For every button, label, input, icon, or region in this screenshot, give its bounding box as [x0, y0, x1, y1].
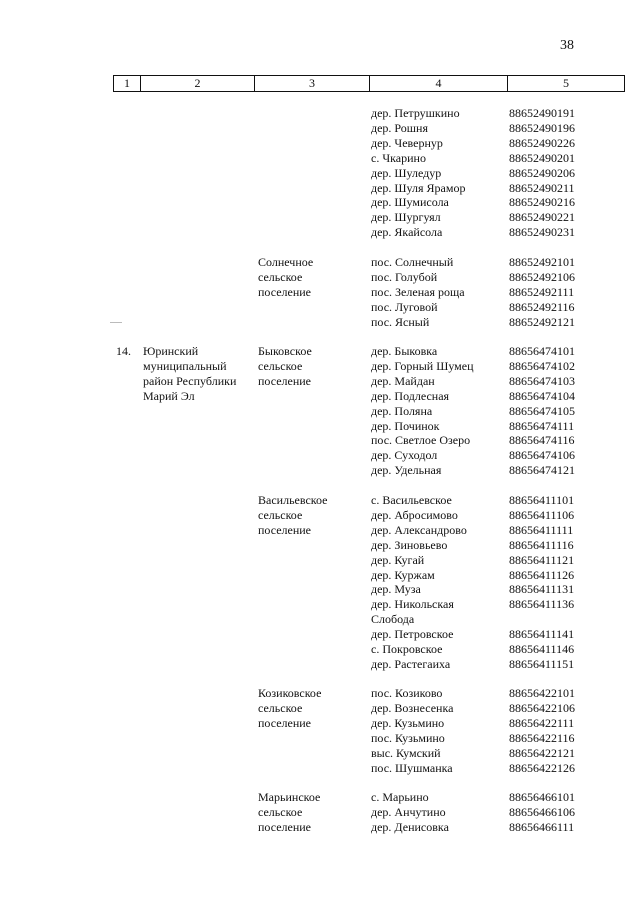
locality-name: с. Чкарино	[371, 150, 426, 165]
oktmo-code: 88656422121	[509, 745, 575, 760]
locality-name: пос. Солнечный	[371, 255, 454, 269]
locality-name: дер. Быковка	[371, 344, 438, 358]
oktmo-code: 88652490216	[509, 195, 575, 210]
locality-name: с. Покровское	[371, 642, 443, 656]
locality-name: пос. Ясный	[371, 314, 430, 329]
oktmo-code: 88656474116	[509, 433, 575, 448]
oktmo-code: 88656411126	[509, 567, 575, 582]
margin-mark	[110, 322, 122, 323]
locality-name: с. Васильевское	[371, 493, 452, 507]
header-col-5: 5	[508, 76, 625, 91]
oktmo-code: 88652490196	[509, 120, 575, 135]
settlement-name-line: сельское	[258, 269, 303, 284]
locality-name: пос. Зеленая роща	[371, 284, 465, 299]
locality-name: дер. Петрушкино	[371, 106, 460, 120]
locality-name: дер. Шумисола	[371, 195, 449, 210]
region-number: 14.	[116, 344, 131, 358]
oktmo-code: 88656411111	[509, 522, 574, 537]
locality-name: дер. Вознесенка	[371, 700, 454, 715]
oktmo-code: 88656466101	[509, 790, 575, 804]
locality-name: дер. Рошня	[371, 120, 428, 135]
oktmo-code: 88656411146	[509, 642, 575, 656]
locality-name: дер. Кугай	[371, 552, 425, 567]
oktmo-code: 88656411116	[509, 537, 574, 552]
settlement-name-line: Быковское	[258, 344, 312, 358]
oktmo-code: 88656411151	[509, 656, 575, 671]
locality-name: дер. Анчутино	[371, 804, 446, 819]
oktmo-code: 88656411131	[509, 582, 575, 597]
locality-name: дер. Шуля Ярамор	[371, 180, 466, 195]
locality-name: пос. Кузьмино	[371, 730, 445, 745]
settlement-name-line: поселение	[258, 284, 312, 299]
locality-name: дер. Денисовка	[371, 819, 449, 834]
locality-name: пос. Голубой	[371, 269, 438, 284]
oktmo-code: 88656411106	[509, 507, 575, 522]
locality-name: дер. Удельная	[371, 463, 442, 478]
region-name-line: Юринский	[143, 344, 199, 358]
oktmo-code: 88652490201	[509, 150, 575, 165]
locality-name: дер. Муза	[371, 582, 421, 597]
oktmo-code: 88656422116	[509, 730, 575, 745]
settlement-name-line: Васильевское	[258, 493, 328, 507]
oktmo-code: 88656474105	[509, 403, 575, 418]
locality-name: дер. Шуледур	[371, 165, 442, 180]
oktmo-code: 88652492116	[509, 299, 575, 314]
locality-name: пос. Луговой	[371, 299, 438, 314]
oktmo-code: 88656466106	[509, 804, 575, 819]
region-name-line: муниципальный	[143, 359, 227, 373]
oktmo-code: 88652490206	[509, 165, 575, 180]
oktmo-code: 88656422101	[509, 686, 575, 700]
oktmo-code: 88656474121	[509, 463, 575, 478]
settlement-name-line: поселение	[258, 819, 312, 834]
locality-name: дер. Чевернур	[371, 135, 443, 150]
locality-name: дер. Петровское	[371, 627, 454, 642]
oktmo-code: 88656422106	[509, 700, 575, 715]
header-col-3: 3	[255, 76, 370, 91]
oktmo-code: 88656474104	[509, 388, 575, 403]
settlement-name-line: поселение	[258, 373, 312, 388]
oktmo-code: 88656422111	[509, 715, 575, 730]
oktmo-code: 88656411121	[509, 552, 575, 567]
locality-name: дер. Александрово	[371, 522, 467, 537]
oktmo-code: 88652492106	[509, 269, 575, 284]
locality-name: дер. Якайсола	[371, 225, 443, 240]
locality-name: дер. Починок	[371, 418, 440, 433]
oktmo-code: 88656474111	[509, 418, 575, 433]
oktmo-code: 88652490221	[509, 210, 575, 225]
settlement-name-line: поселение	[258, 715, 312, 730]
region-name-line: район Республики	[143, 374, 237, 388]
locality-name: дер. Поляна	[371, 403, 433, 418]
settlement-name-line: сельское	[258, 507, 303, 522]
oktmo-code: 88652490226	[509, 135, 575, 150]
settlement-name-line: Марьинское	[258, 790, 321, 804]
oktmo-code: 88656474103	[509, 373, 575, 388]
locality-name: дер. Абросимово	[371, 507, 458, 522]
locality-name: дер. Зиновьево	[371, 537, 448, 552]
locality-name: выс. Кумский	[371, 745, 441, 760]
header-col-4: 4	[370, 76, 508, 91]
oktmo-code: 88656474101	[509, 344, 575, 358]
header-col-1: 1	[114, 76, 141, 91]
oktmo-code: 88652492111	[509, 284, 575, 299]
oktmo-code: 88656411141	[509, 627, 575, 642]
oktmo-code: 88652490211	[509, 180, 575, 195]
locality-name: дер. Суходол	[371, 448, 438, 463]
oktmo-code: 88656474106	[509, 448, 575, 463]
oktmo-code: 88656474102	[509, 358, 575, 373]
region-name-line: Марий Эл	[143, 389, 195, 403]
settlement-name-line: сельское	[258, 700, 303, 715]
header-col-2: 2	[141, 76, 255, 91]
oktmo-code: 88656411101	[509, 493, 575, 507]
locality-name: дер. Горный Шумец	[371, 358, 474, 373]
locality-name: пос. Светлое Озеро	[371, 433, 471, 448]
oktmo-code: 88652490191	[509, 106, 575, 120]
settlement-name-line: сельское	[258, 804, 303, 819]
settlement-name-line: поселение	[258, 522, 312, 537]
locality-name: с. Марьино	[371, 790, 429, 804]
locality-name: дер. Растегаиха	[371, 656, 451, 671]
locality-name: дер. Кузьмино	[371, 715, 445, 730]
oktmo-code: 88656466111	[509, 819, 575, 834]
locality-name: пос. Козиково	[371, 686, 443, 700]
locality-name: дер. Майдан	[371, 373, 435, 388]
table-header	[113, 75, 625, 92]
oktmo-code: 88656422126	[509, 760, 575, 775]
oktmo-code: 88652492121	[509, 314, 575, 329]
locality-name: пос. Шушманка	[371, 760, 453, 775]
locality-name: дер. Куржам	[371, 567, 435, 582]
oktmo-code: 88652492101	[509, 255, 575, 269]
locality-name: Слобода	[371, 612, 415, 627]
locality-name: дер. Никольская	[371, 597, 454, 612]
locality-name: дер. Шургуял	[371, 210, 441, 225]
oktmo-code: 88652490231	[509, 225, 575, 240]
settlement-name-line: Солнечное	[258, 255, 314, 269]
settlement-name-line: Козиковское	[258, 686, 322, 700]
settlement-name-line: сельское	[258, 358, 303, 373]
page-number: 38	[560, 38, 574, 53]
oktmo-code: 88656411136	[509, 597, 575, 612]
locality-name: дер. Подлесная	[371, 388, 450, 403]
